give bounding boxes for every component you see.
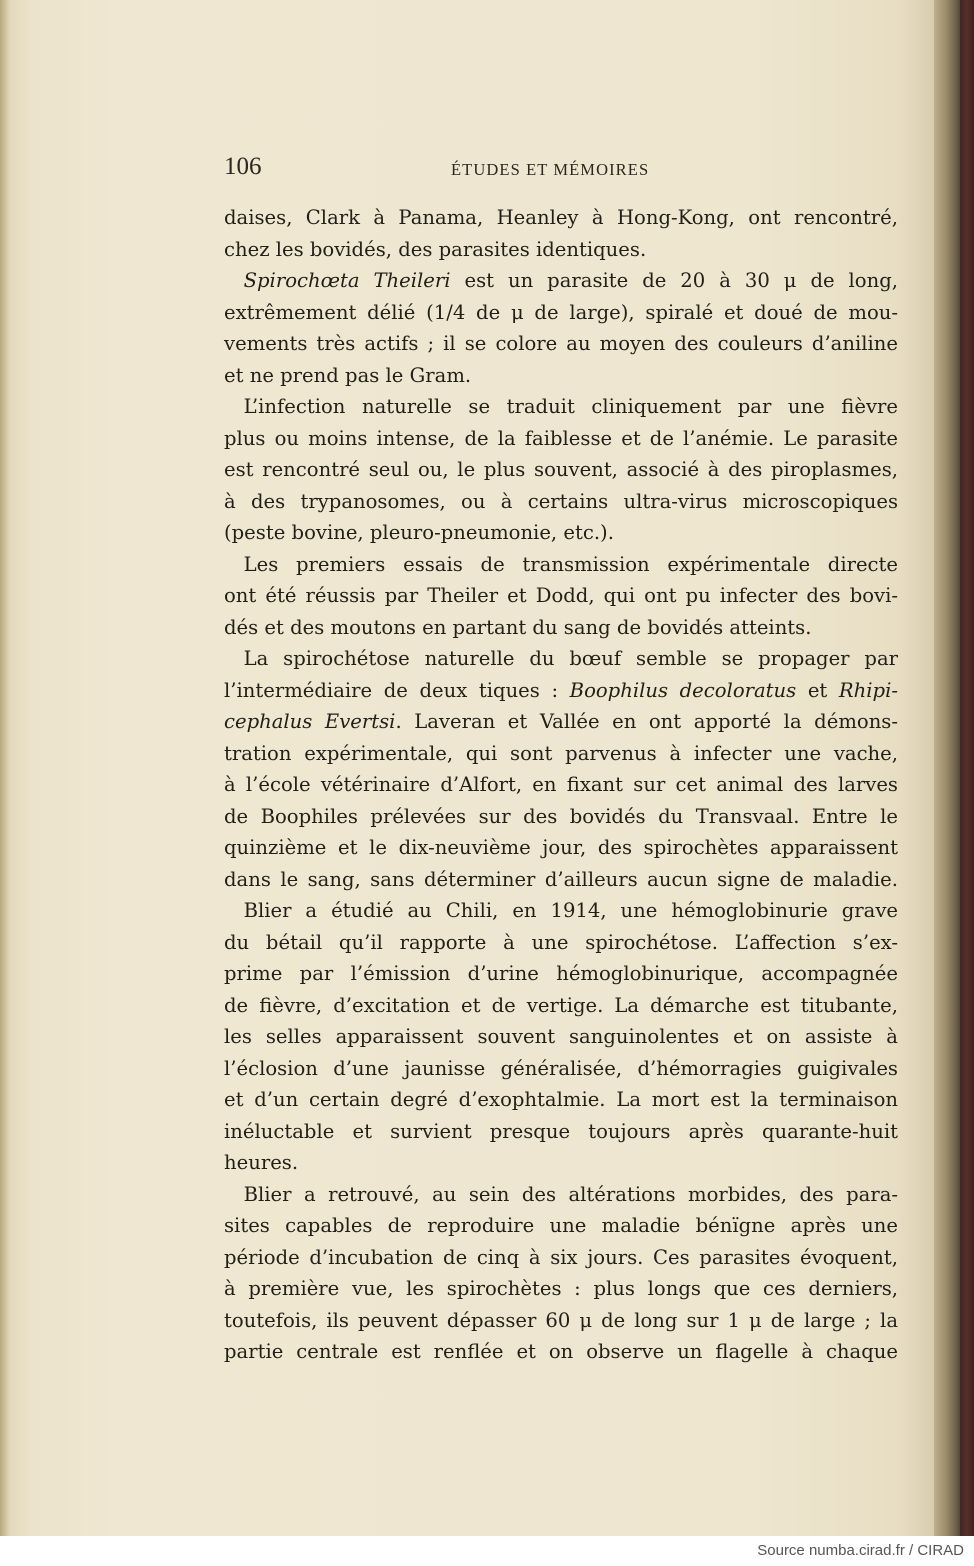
text-run: dés et des moutons en partant du sang de bovidés atteints.	[224, 615, 812, 639]
text-line	[224, 486, 898, 518]
text-line	[224, 675, 898, 707]
text-line	[224, 706, 898, 738]
text-run: dans le sang, sans déterminer d’ailleurs aucun signe de maladie.	[224, 867, 898, 891]
page-number: 106	[224, 153, 262, 180]
text-run: (peste bovine, pleuro-pneumonie, etc.).	[224, 521, 614, 544]
text-run: les selles apparaissent souvent sanguinolentes et on assiste à	[224, 1025, 898, 1048]
text-line	[224, 1336, 898, 1368]
italic-text: Rhipi-	[838, 678, 898, 702]
text-line	[224, 1021, 898, 1053]
text-line	[224, 1053, 898, 1085]
text-run: plus ou moins intense, de la faiblesse et de l’anémie. Le parasite	[224, 426, 898, 450]
text-run: et d’un certain degré d’exophtalmie. La mort est la terminaison	[224, 1088, 898, 1111]
text-line	[224, 328, 898, 360]
text-run: période d’incubation de cinq à six jours. Ces parasites évoquent,	[224, 1245, 898, 1269]
text-run: La spirochétose naturelle du bœuf semble se propager par	[224, 647, 898, 670]
text-run: sites capables de reproduire une maladie bénïgne après une	[224, 1214, 898, 1237]
text-line	[224, 580, 898, 612]
text-run: et	[796, 678, 839, 702]
text-line	[224, 1147, 898, 1179]
text-run: inéluctable et survient presque toujours après quarante-huit	[224, 1119, 898, 1143]
text-line	[224, 1242, 898, 1274]
text-run: l’intermédiaire de deux tiques :	[224, 678, 570, 702]
text-line	[224, 202, 898, 234]
text-run: est rencontré seul ou, le plus souvent, associé à des piroplasmes,	[224, 458, 898, 481]
running-head: ÉTUDES ET MÉMOIRES	[451, 160, 650, 179]
text-line	[224, 297, 898, 329]
left-page-edge	[0, 0, 10, 1540]
text-line	[224, 423, 898, 455]
text-line	[224, 1210, 898, 1242]
book-binding-edge	[960, 0, 974, 1540]
text-run: Blier a retrouvé, au sein des altérations morbides, des para-	[224, 1182, 898, 1206]
text-line	[224, 612, 898, 644]
text-line	[224, 895, 898, 927]
text-run: est un parasite de 20 à 30 μ de long,	[450, 269, 898, 292]
text-line	[224, 801, 898, 833]
text-line	[224, 832, 898, 864]
text-line	[224, 391, 898, 423]
body-text	[224, 202, 898, 1368]
text-line	[224, 265, 898, 297]
text-line	[224, 958, 898, 990]
text-run: partie centrale est renflée et on observe un flagelle à chaque	[224, 1340, 898, 1363]
italic-text: Boophilus decoloratus	[569, 678, 797, 702]
text-line	[224, 549, 898, 581]
text-line	[224, 1305, 898, 1337]
text-run: et ne prend pas le Gram.	[224, 363, 472, 387]
text-line	[224, 360, 898, 392]
text-run: de Boophiles prélevées sur des bovidés du Transvaal. Entre le	[224, 804, 898, 828]
text-run: prime par l’émission d’urine hémoglobinurique, accompagnée	[224, 962, 898, 985]
text-run: Les premiers essais de transmission expérimentale directe	[224, 552, 898, 576]
source-credit: Source numba.cirad.fr / CIRAD	[757, 1542, 964, 1559]
text-line	[224, 1084, 898, 1116]
text-run: à première vue, les spirochètes : plus longs que ces derniers,	[224, 1277, 898, 1300]
text-line	[224, 234, 898, 266]
text-line	[224, 643, 898, 675]
text-run: daises, Clark à Panama, Heanley à Hong-Kong, ont rencontré,	[224, 206, 898, 229]
text-line	[224, 517, 898, 549]
text-run: l’éclosion d’une jaunisse généralisée, d’hémorragies guigivales	[224, 1056, 898, 1080]
text-line	[224, 1116, 898, 1148]
text-run: chez les bovidés, des parasites identiques.	[224, 237, 647, 261]
italic-text: Spirochœta Theileri	[243, 269, 451, 292]
text-line	[224, 454, 898, 486]
text-run: tration expérimentale, qui sont parvenus à infecter une vache,	[224, 741, 898, 765]
text-run: du bétail qu’il rapporte à une spirochétose. L’affection s’ex-	[224, 930, 898, 954]
text-line	[224, 769, 898, 801]
text-run: extrêmement délié (1/4 de μ de large), spiralé et doué de mou-	[224, 300, 898, 324]
text-run: Blier a étudié au Chili, en 1914, une hémoglobinurie grave	[224, 899, 898, 922]
text-run: à l’école vétérinaire d’Alfort, en fixant sur cet animal des larves	[224, 773, 898, 796]
text-line	[224, 1273, 898, 1305]
text-run: toutefois, ils peuvent dépasser 60 μ de long sur 1 μ de large ; la	[224, 1308, 898, 1332]
italic-text: cephalus Evertsi	[224, 710, 396, 733]
text-run: de fièvre, d’excitation et de vertige. La démarche est titubante,	[224, 993, 898, 1017]
text-line	[224, 990, 898, 1022]
text-line	[224, 927, 898, 959]
text-run: à des trypanosomes, ou à certains ultra-virus microscopiques	[224, 489, 898, 513]
text-run: heures.	[224, 1151, 299, 1174]
text-line	[224, 864, 898, 896]
text-line	[224, 1179, 898, 1211]
text-run	[224, 269, 244, 292]
text-run: quinzième et le dix-neuvième jour, des spirochètes apparaissent	[224, 836, 898, 859]
text-line	[224, 738, 898, 770]
text-run: vements très actifs ; il se colore au moyen des couleurs d’aniline	[224, 332, 898, 355]
text-run: L’infection naturelle se traduit cliniquement par une fièvre	[224, 395, 898, 418]
text-run: ont été réussis par Theiler et Dodd, qui ont pu infecter des bovi-	[224, 584, 898, 607]
text-run: . Laveran et Vallée en ont apporté la démons-	[395, 710, 898, 733]
